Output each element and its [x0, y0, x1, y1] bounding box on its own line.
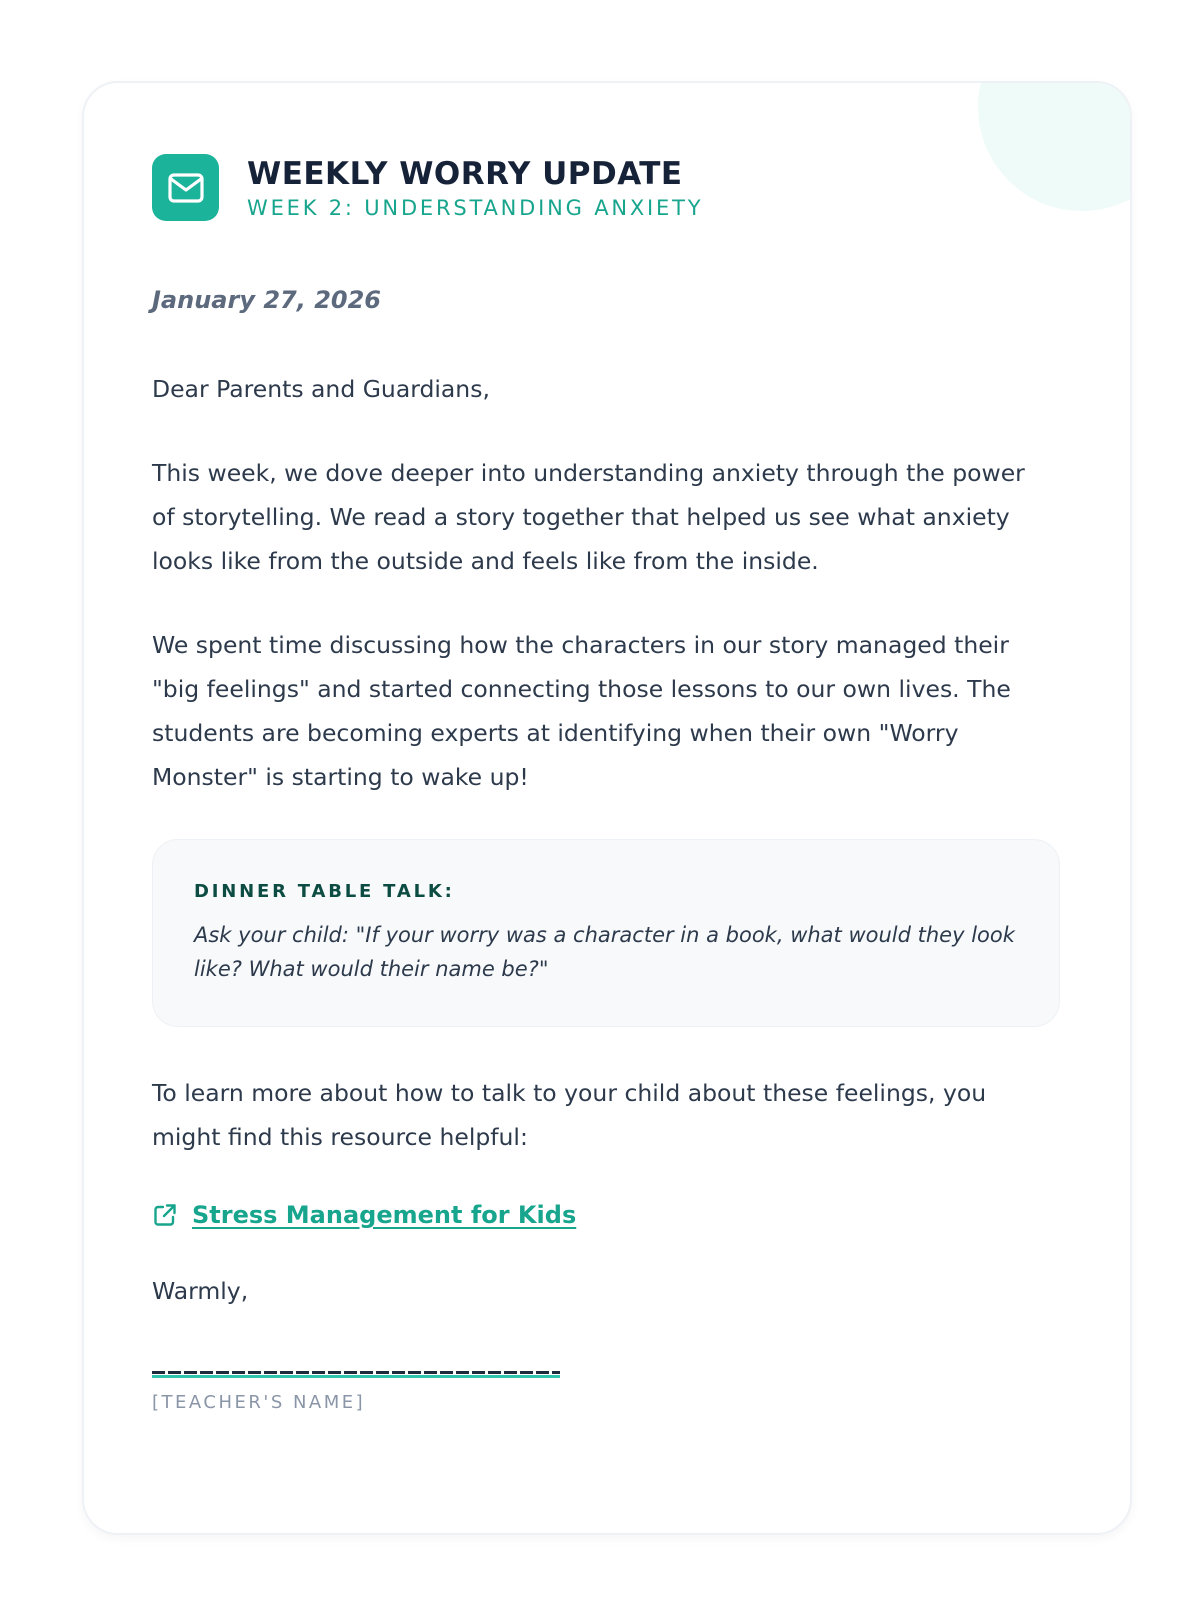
paragraph-storytelling: This week, we dove deeper into understanding anxiety through the power of storytelling. We read a story together that helped us see what anxiety looks like from the outside and feels like from the inside.	[152, 459, 1025, 575]
newsletter-header	[152, 154, 703, 221]
decorative-circle	[978, 81, 1132, 211]
resource-link[interactable]	[152, 1199, 1052, 1231]
resource-intro: To learn more about how to talk to your child about these feelings, you might find this resource helpful:	[152, 1079, 987, 1151]
signature-line	[152, 1375, 560, 1378]
mail-icon	[152, 154, 219, 221]
signature-dashes	[152, 1371, 560, 1374]
closing: Warmly,	[152, 1277, 249, 1305]
newsletter-card	[82, 81, 1132, 1535]
talk-box-label: DINNER TABLE TALK:	[194, 881, 455, 902]
header-text	[247, 155, 703, 221]
external-link-icon	[152, 1202, 178, 1228]
letter-body	[152, 285, 1052, 1414]
dinner-table-talk-box	[152, 839, 1060, 1027]
greeting: Dear Parents and Guardians,	[152, 375, 490, 403]
teacher-name-placeholder: [TEACHER'S NAME]	[152, 1392, 366, 1413]
talk-box-question: Ask your child: "If your worry was a character in a book, what would they look like? What would their name be?"	[194, 923, 1015, 981]
letter-date: January 27, 2026	[152, 286, 381, 314]
page-title: WEEKLY WORRY UPDATE	[247, 155, 683, 192]
page-subtitle: WEEK 2: UNDERSTANDING ANXIETY	[247, 195, 704, 220]
resource-link-label[interactable]: Stress Management for Kids	[192, 1201, 577, 1229]
paragraph-big-feelings: We spent time discussing how the characters in our story managed their "big feelings" and started connecting those lessons to our own lives. The students are becoming experts at identifying when their own "Worry Monster" is starting to wake up!	[152, 631, 1011, 791]
